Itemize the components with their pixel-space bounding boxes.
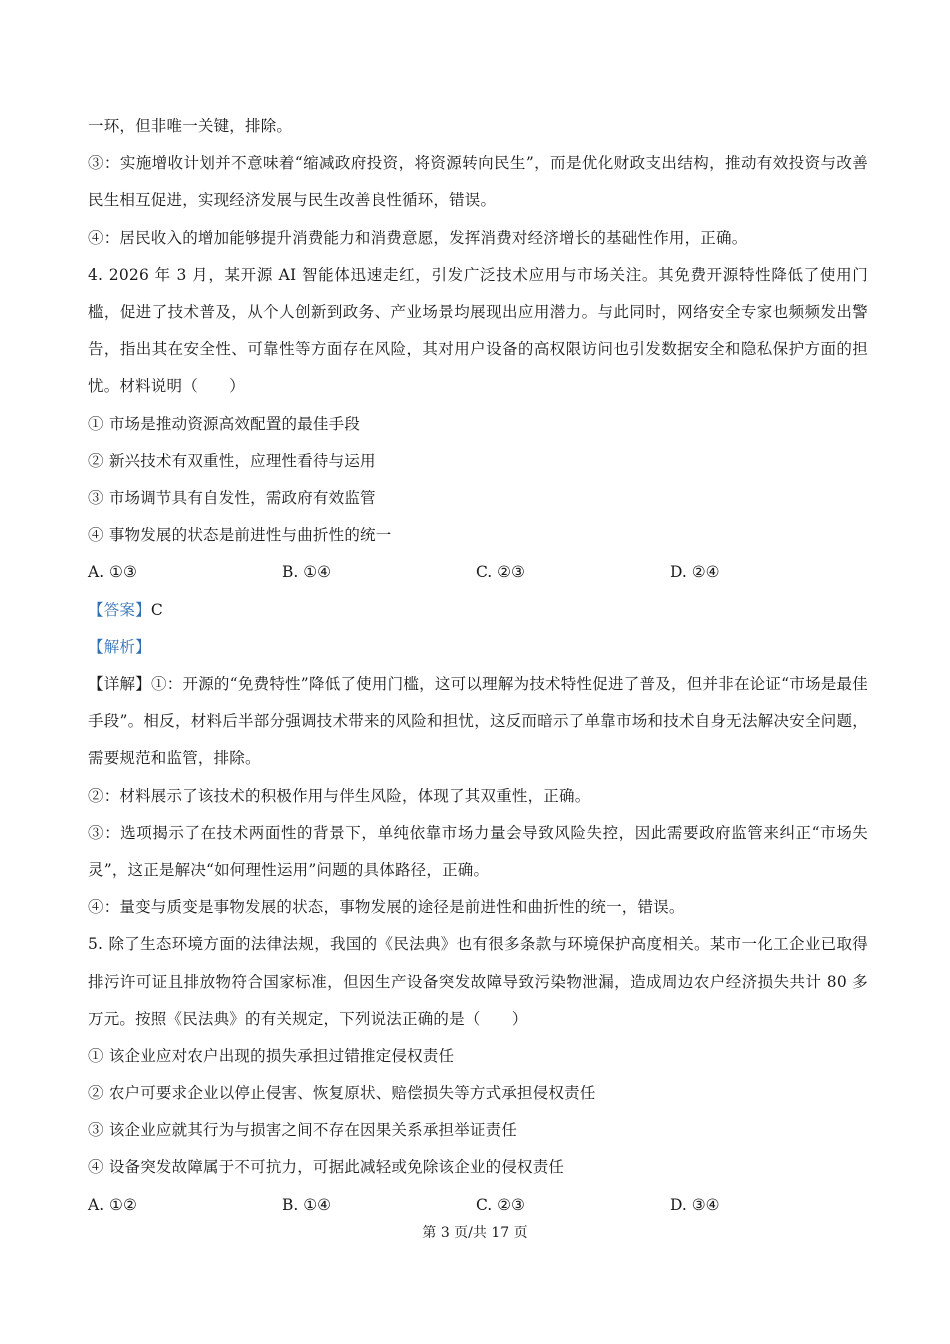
detail-paragraph [88, 666, 868, 778]
answer-option: C. ②③ [476, 1195, 525, 1214]
detail-label: 【详解】 [88, 674, 151, 693]
text-line: ② 农户可要求企业以停止侵害、恢复原状、赔偿损失等方式承担侵权责任 [88, 1084, 596, 1103]
text-line: ②：材料展示了该技术的积极作用与伴生风险，体现了其双重性，正确。 [88, 786, 591, 805]
detail-text: ①：开源的“免费特性”降低了使用门槛，这可以理解为技术特性促进了普及，但并非在论证“市场是最佳手段”。相反，材料后半部分强调技术带来的风险和担忧，这反而暗示了单靠市场和技术自身无法解决安全问题，需要规范和监管，排除。 [88, 674, 868, 768]
text-line: ④：量变与质变是事物发展的状态，事物发展的途径是前进性和曲折性的统一，错误。 [88, 898, 685, 917]
answer-option: A. ①② [88, 1195, 137, 1214]
text-line: ① 该企业应对农户出现的损失承担过错推定侵权责任 [88, 1046, 455, 1065]
page-footer: 第 3 页/共 17 页 [422, 1225, 528, 1241]
document-body [88, 108, 868, 1224]
analysis-label: 【解析】 [88, 637, 151, 656]
text-line: ④ 设备突发故障属于不可抗力，可据此减轻或免除该企业的侵权责任 [88, 1158, 565, 1177]
answer-option: B. ①④ [282, 563, 332, 582]
text-line: 一环，但非唯一关键，排除。 [88, 117, 293, 135]
answer-option: A. ①③ [88, 563, 137, 582]
answer-label: 【答案】 [88, 600, 151, 619]
answer-option: D. ③④ [670, 1195, 720, 1214]
answer-options [88, 554, 868, 591]
text-line: ④：居民收入的增加能够提升消费能力和消费意愿，发挥消费对经济增长的基础性作用，正确。 [88, 228, 748, 247]
text-line: ③ 该企业应就其行为与损害之间不存在因果关系承担举证责任 [88, 1121, 518, 1140]
answer-options [88, 1187, 868, 1224]
text-line: ① 市场是推动资源高效配置的最佳手段 [88, 414, 361, 433]
text-paragraph: ③：实施增收计划并不意味着“缩减政府投资，将资源转向民生”，而是优化财政支出结构，推动有效投资与改善民生相互促进，实现经济发展与民生改善良性循环，错误。 [88, 154, 868, 210]
answer-option: B. ①④ [282, 1195, 332, 1214]
text-paragraph: ③：选项揭示了在技术两面性的背景下，单纯依靠市场力量会导致风险失控，因此需要政府监管来纠正“市场失灵”，这正是解决“如何理性运用”问题的具体路径，正确。 [88, 823, 868, 879]
text-line: ④ 事物发展的状态是前进性与曲折性的统一 [88, 526, 392, 545]
text-paragraph: 5. 除了生态环境方面的法律法规，我国的《民法典》也有很多条款与环境保护高度相关。某市一化工企业已取得排污许可证且排放物符合国家标准，但因生产设备突发故障导致污染物泄漏，造成周边农户经济损失共计 80 多万元。按照《民法典》的有关规定，下列说法正确的是（ ） [88, 935, 868, 1028]
answer-line [88, 592, 868, 629]
answer-option: C. ②③ [476, 563, 525, 582]
text-line: ③ 市场调节具有自发性，需政府有效监管 [88, 488, 376, 507]
text-line: ② 新兴技术有双重性，应理性看待与运用 [88, 451, 376, 470]
answer-value: C [150, 600, 163, 619]
text-paragraph: 4. 2026 年 3 月，某开源 AI 智能体迅速走红，引发广泛技术应用与市场关注。其免费开源特性降低了使用门槛，促进了技术普及，从个人创新到政务、产业场景均展现出应用潜力。与此同时，网络安全专家也频频发出警告，指出其在安全性、可靠性等方面存在风险，其对用户设备的高权限访问也引发数据安全和隐私保护方面的担忧。材料说明（ ） [88, 265, 868, 396]
answer-option: D. ②④ [670, 563, 720, 582]
